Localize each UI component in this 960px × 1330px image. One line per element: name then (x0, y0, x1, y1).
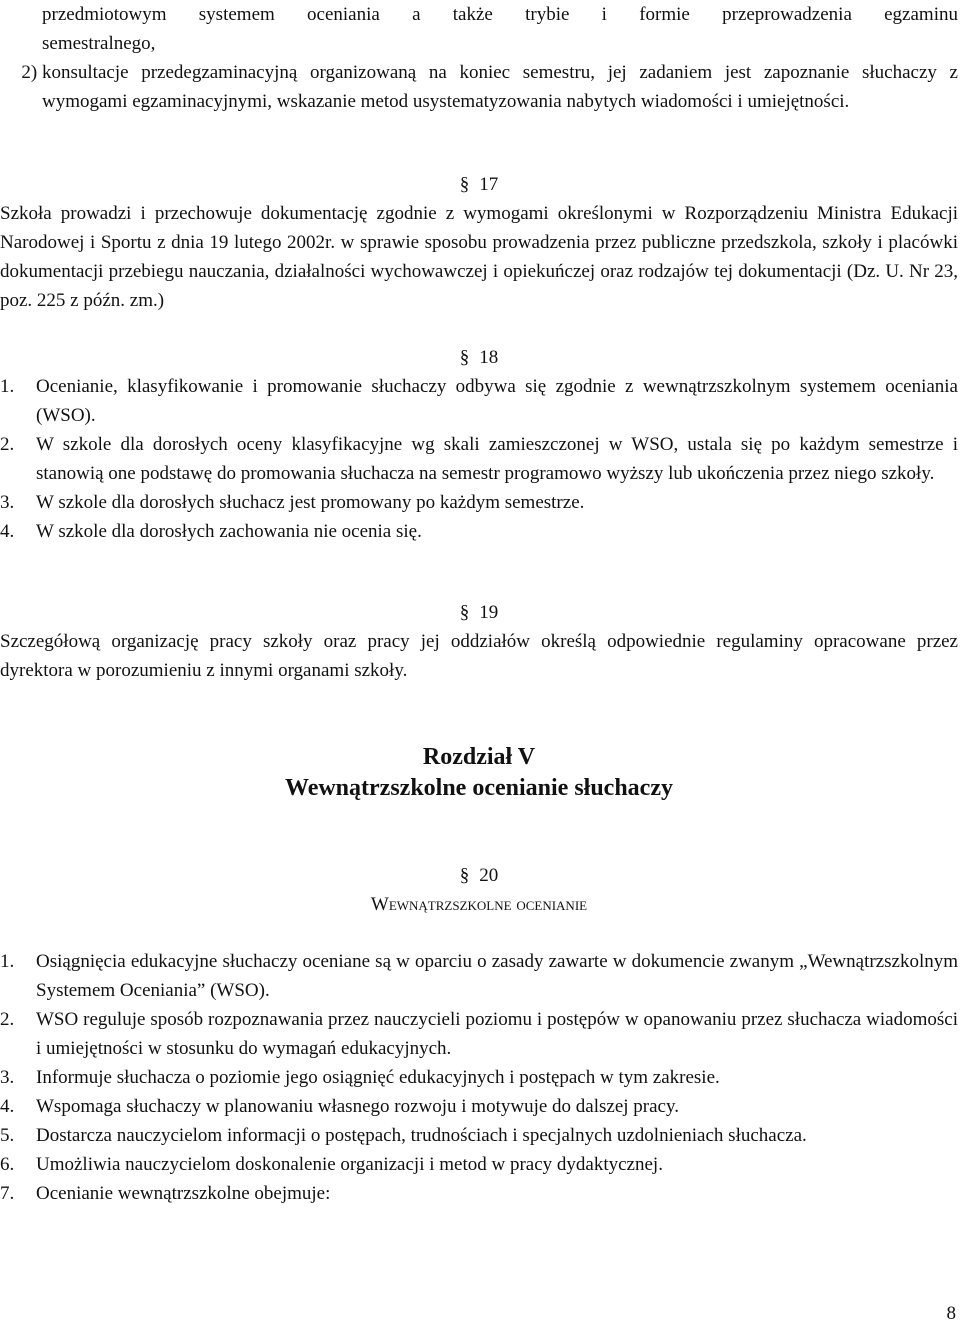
list-item (0, 947, 958, 1005)
list-item-number: 4. (0, 1096, 15, 1117)
paragraph-sign-icon: § (459, 602, 470, 623)
list-item-number: 6. (0, 1154, 15, 1175)
list-item-number: 2. (0, 434, 15, 455)
list-item-text: Wspomaga słuchaczy w planowaniu własnego rozwoju i motywuje do dalszej pracy. (36, 1096, 679, 1117)
paragraph-heading (0, 170, 958, 199)
list-item (0, 430, 958, 488)
list-item-text: przedmiotowym systemem oceniania a także trybie i formie przeprowadzenia egzaminu (42, 4, 958, 25)
list-item-number: 4. (0, 521, 15, 542)
list-item-text: Umożliwia nauczycielom doskonalenie organizacji i metod w pracy dydaktycznej. (36, 1154, 663, 1175)
list-item-number: 3. (0, 1067, 15, 1088)
section-17 (0, 170, 958, 315)
section-19 (0, 598, 958, 685)
list-item-text: W szkole dla dorosłych słuchacz jest promowany po każdym semestrze. (36, 492, 585, 513)
list-item-number: 2. (0, 1009, 15, 1030)
list-item (0, 1092, 958, 1121)
list-item-number: 2) (21, 62, 38, 83)
list-item (0, 1005, 958, 1063)
paragraph-number: 17 (479, 174, 499, 195)
list-item-text: konsultacje przedegzaminacyjną organizowaną na koniec semestru, jej zadaniem jest zapoznanie słuchaczy z wymogami egzaminacyjnymi, wskazanie metod usystematyzowania nabytych wiadomości i umiejętności. (42, 62, 958, 112)
list-item (0, 1179, 958, 1208)
list-item-text: semestralnego, (42, 33, 156, 54)
continued-list (0, 0, 958, 116)
paragraph-sign-icon: § (459, 174, 470, 195)
list-item (0, 488, 958, 517)
chapter-heading (0, 742, 958, 804)
paragraph-text: Szczegółową organizację pracy szkoły oraz pracy jej oddziałów określą odpowiednie regulaminy opracowane przez dyrektora w porozumieniu z innymi organami szkoły. (0, 631, 958, 681)
list-item (0, 1150, 958, 1179)
list-item-number: 1. (0, 951, 15, 972)
paragraph-heading (0, 861, 958, 890)
paragraph-number: 19 (479, 602, 499, 623)
chapter-subtitle: Wewnątrzszkolne ocenianie słuchaczy (285, 775, 673, 801)
section-18 (0, 343, 958, 546)
paragraph-text: Szkoła prowadzi i przechowuje dokumentację zgodnie z wymogami określonymi w Rozporządzeniu Ministra Edukacji Narodowej i Sportu z dnia 19 lutego 2002r. w sprawie sposobu prowadzenia przez publiczne przedszkola, szkoły i placówki dokumentacji przebiegu nauczania, działalności wychowawczej i opiekuńczej oraz rodzajów tej dokumentacji (Dz. U. Nr 23, poz. 225 z późn. zm.) (0, 203, 958, 311)
list-item-text: W szkole dla dorosłych oceny klasyfikacyjne wg skali zamieszczonej w WSO, ustala się po każdym semestrze i stanowią one podstawę do promowania słuchacza na semestr programowo wyższy lub ukończenia przez niego szkoły. (36, 434, 958, 484)
list-item (0, 58, 958, 116)
list-item-number: 5. (0, 1125, 15, 1146)
list-item-number: 7. (0, 1183, 15, 1204)
paragraph-sign-icon: § (459, 347, 470, 368)
list-item-text: Dostarcza nauczycielom informacji o postępach, trudnościach i specjalnych uzdolnieniach słuchacza. (36, 1125, 807, 1146)
list-item-text: W szkole dla dorosłych zachowania nie ocenia się. (36, 521, 422, 542)
page-number: 8 (946, 1303, 956, 1324)
list-item-number: 3. (0, 492, 15, 513)
paragraph-heading (0, 598, 958, 627)
list-item-text: WSO reguluje sposób rozpoznawania przez nauczycieli poziomu i postępów w opanowaniu przez słuchacza wiadomości i umiejętności w stosunku do wymagań edukacyjnych. (36, 1009, 958, 1059)
paragraph-number: 20 (479, 865, 499, 886)
list-item (0, 1063, 958, 1092)
section-heading: Wewnątrzszkolne ocenianie (370, 894, 588, 915)
list-item (0, 1121, 958, 1150)
list-item (0, 517, 958, 546)
list-item (0, 29, 958, 58)
numbered-list (0, 372, 958, 546)
list-item-text: Osiągnięcia edukacyjne słuchaczy oceniane są w oparciu o zasady zawarte w dokumencie zwanym „Wewnątrzszkolnym Systemem Oceniania” (WSO). (36, 951, 958, 1001)
list-item (0, 372, 958, 430)
list-item-number: 1. (0, 376, 15, 397)
list-item-text: Ocenianie, klasyfikowanie i promowanie słuchaczy odbywa się zgodnie z wewnątrzszkolnym systemem oceniania (WSO). (36, 376, 958, 426)
list-item-text: Ocenianie wewnątrzszkolne obejmuje: (36, 1183, 331, 1204)
list-item-text: Informuje słuchacza o poziomie jego osiągnięć edukacyjnych i postępach w tym zakresie. (36, 1067, 720, 1088)
paragraph-sign-icon: § (459, 865, 470, 886)
list-item (0, 0, 958, 29)
numbered-list (0, 947, 958, 1208)
paragraph-number: 18 (479, 347, 499, 368)
section-20 (0, 861, 958, 919)
paragraph-heading (0, 343, 958, 372)
chapter-title: Rozdział V (422, 744, 536, 770)
